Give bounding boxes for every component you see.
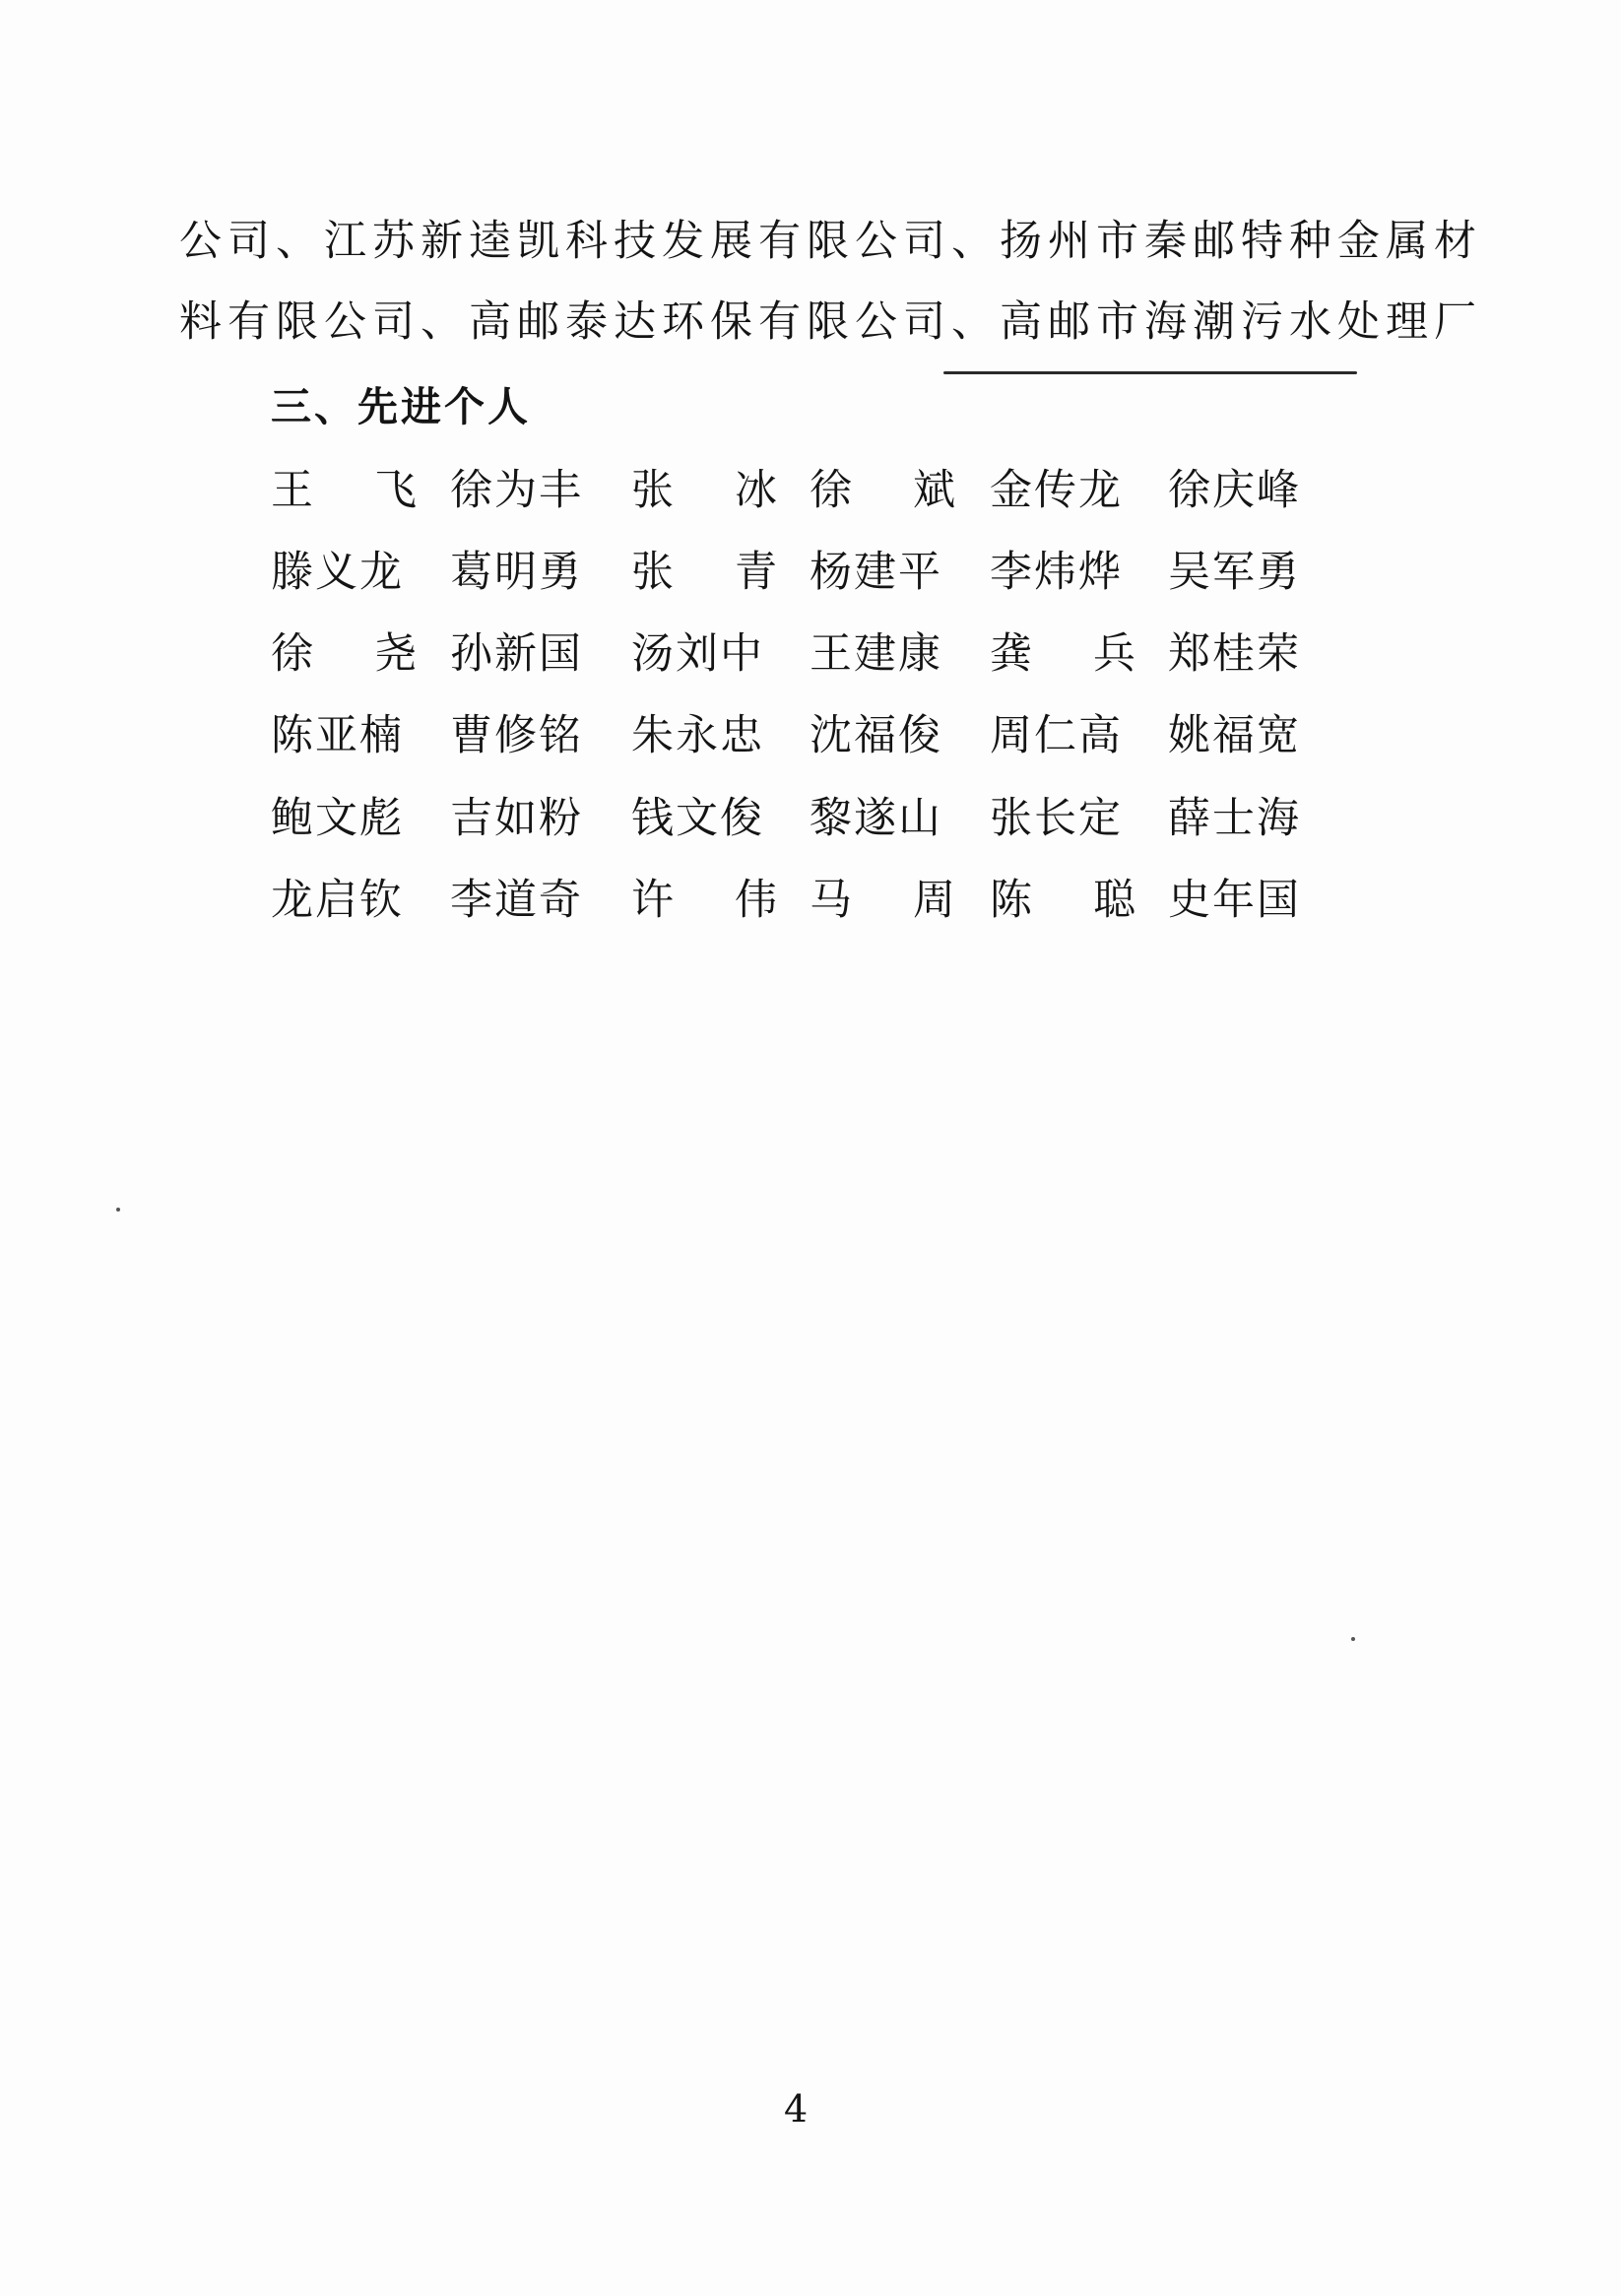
person-name: 杨建平 xyxy=(810,548,942,597)
person-name: 史年国 xyxy=(1168,876,1301,925)
person-name: 周仁高 xyxy=(990,711,1123,760)
person-name: 马 周 xyxy=(810,876,955,925)
person-name: 徐 尧 xyxy=(271,629,417,679)
person-name: 李炜烨 xyxy=(990,548,1123,597)
page-number: 4 xyxy=(784,2087,809,2131)
person-name: 陈亚楠 xyxy=(271,711,404,760)
person-name: 王 飞 xyxy=(271,466,417,515)
person-name: 葛明勇 xyxy=(450,548,583,597)
section-heading: 三、先进个人 xyxy=(271,383,531,430)
person-name: 张 冰 xyxy=(631,466,777,515)
person-name: 李道奇 xyxy=(450,876,583,925)
paragraph-line-1: 公司、江苏新逵凯科技发展有限公司、扬州市秦邮特种金属材 xyxy=(179,217,1482,266)
person-name: 金传龙 xyxy=(990,466,1123,515)
person-name: 吉如粉 xyxy=(450,794,583,843)
person-name: 陈 聪 xyxy=(990,876,1135,925)
person-name: 鲍文彪 xyxy=(271,794,404,843)
person-name: 沈福俊 xyxy=(810,711,942,760)
person-name: 曹修铭 xyxy=(450,711,583,760)
paragraph-line-2: 料有限公司、高邮泰达环保有限公司、高邮市海潮污水处理厂 xyxy=(179,297,1482,347)
person-name: 王建康 xyxy=(810,629,942,679)
person-name: 姚福宽 xyxy=(1168,711,1301,760)
person-name: 吴军勇 xyxy=(1168,548,1301,597)
person-name: 许 伟 xyxy=(631,876,777,925)
handwritten-underline xyxy=(943,371,1357,374)
person-name: 朱永忠 xyxy=(631,711,764,760)
person-name: 郑桂荣 xyxy=(1168,629,1301,679)
scan-speck xyxy=(1351,1637,1355,1641)
person-name: 徐为丰 xyxy=(450,466,583,515)
person-name: 薛士海 xyxy=(1168,794,1301,843)
person-name: 钱文俊 xyxy=(631,794,764,843)
person-name: 汤刘中 xyxy=(631,629,764,679)
scan-speck xyxy=(116,1208,120,1212)
person-name: 张 青 xyxy=(631,548,777,597)
person-name: 龚 兵 xyxy=(990,629,1135,679)
person-name: 张长定 xyxy=(990,794,1123,843)
person-name: 徐 斌 xyxy=(810,466,955,515)
person-name: 滕义龙 xyxy=(271,548,404,597)
person-name: 孙新国 xyxy=(450,629,583,679)
person-name: 徐庆峰 xyxy=(1168,466,1301,515)
person-name: 龙启钦 xyxy=(271,876,404,925)
person-name: 黎遂山 xyxy=(810,794,942,843)
